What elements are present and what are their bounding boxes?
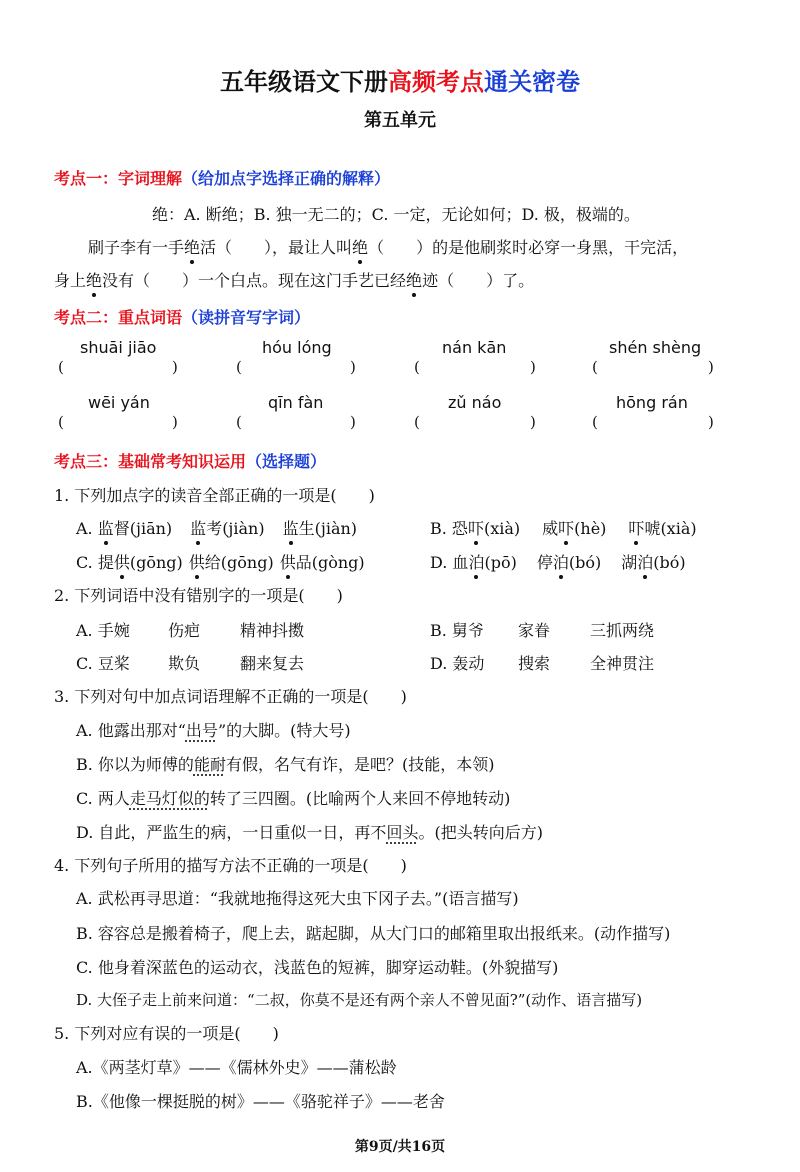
kp1-sentence-line-1 bbox=[88, 235, 688, 258]
dotted-word: 能耐 bbox=[193, 755, 226, 774]
text: (bó) bbox=[568, 553, 602, 572]
answer-box-open: ( bbox=[236, 413, 242, 431]
text: D. 血 bbox=[430, 553, 469, 572]
q5-option-a: A.《两茎灯草》——《儒林外史》——蒲松龄 bbox=[76, 1058, 397, 1077]
kp1-hint: （给加点字选择正确的解释） bbox=[182, 169, 391, 188]
dotted-char: 监 bbox=[98, 516, 114, 539]
text: 生(jiàn) bbox=[298, 519, 358, 538]
question-5-stem: 5. 下列对应有误的一项是( ) bbox=[54, 1024, 279, 1043]
q4-option-c: C. 他身着深蓝色的运动衣，浅蓝色的短裤，脚穿运动鞋。(外貌描写) bbox=[76, 958, 559, 977]
text: 停 bbox=[536, 553, 553, 572]
dotted-char: 吓 bbox=[628, 516, 644, 539]
q2-option-b-1: B. 舅爷 bbox=[430, 621, 484, 640]
text: 。(把头转向后方) bbox=[418, 823, 543, 842]
q4-option-b: B. 容容总是搬着椅子，爬上去，踮起脚，从大门口的邮箱里取出报纸来。(动作描写) bbox=[76, 924, 671, 943]
question-4-stem: 4. 下列句子所用的描写方法不正确的一项是( ) bbox=[54, 856, 407, 875]
answer-box-open: ( bbox=[58, 358, 64, 376]
text: 刷子李有一手 bbox=[88, 238, 185, 257]
q2-option-a-2: 伤疤 bbox=[168, 621, 201, 640]
text: 身上 bbox=[54, 271, 87, 290]
q2-option-d-2: 搜索 bbox=[518, 654, 551, 673]
answer-box-close: ) bbox=[708, 358, 714, 376]
text: 品(gòng) bbox=[295, 553, 365, 572]
q2-option-c-3: 翻来复去 bbox=[240, 654, 305, 673]
pinyin-2: hóu lóng bbox=[262, 338, 332, 357]
kp3-title: 考点三：基础常考知识运用 bbox=[54, 452, 247, 471]
text: (hè) bbox=[574, 519, 607, 538]
kp2-heading bbox=[54, 305, 310, 328]
text: 转了三四圈。(比喻两个人来回不停地转动) bbox=[209, 789, 511, 808]
dotted-char: 监 bbox=[190, 516, 206, 539]
q2-option-c-1: C. 豆桨 bbox=[76, 654, 130, 673]
dotted-char: 监 bbox=[283, 516, 299, 539]
q2-option-d-1: D. 轰动 bbox=[430, 654, 485, 673]
unit-subtitle: 第五单元 bbox=[364, 110, 436, 131]
answer-box-close: ) bbox=[708, 413, 714, 431]
q2-option-a-3: 精神抖擞 bbox=[240, 621, 305, 640]
dotted-char: 绝 bbox=[86, 268, 102, 291]
answer-box-close: ) bbox=[530, 413, 536, 431]
text: ”的大脚。(特大号) bbox=[217, 721, 351, 740]
text: C. 提 bbox=[76, 553, 114, 572]
kp3-hint: （选择题） bbox=[246, 452, 327, 471]
answer-box-open: ( bbox=[236, 358, 242, 376]
answer-box-open: ( bbox=[414, 358, 420, 376]
answer-box-close: ) bbox=[350, 358, 356, 376]
title-part-2: 高频考点 bbox=[388, 67, 484, 96]
text: A. bbox=[76, 519, 98, 538]
question-1-stem: 1. 下列加点字的读音全部正确的一项是( ) bbox=[54, 486, 375, 505]
pinyin-4: shén shèng bbox=[609, 338, 702, 357]
answer-box-open: ( bbox=[58, 413, 64, 431]
dotted-char: 绝 bbox=[352, 235, 368, 258]
dotted-word: 出号 bbox=[185, 721, 218, 740]
q3-option-c bbox=[76, 786, 510, 809]
dotted-word: 走马灯似的 bbox=[129, 789, 210, 808]
kp2-title: 考点二：重点词语 bbox=[54, 308, 183, 327]
text: 督(jiān) bbox=[113, 519, 173, 538]
dotted-char: 绝 bbox=[184, 235, 200, 258]
kp3-heading bbox=[54, 449, 326, 472]
dotted-char: 泊 bbox=[468, 550, 484, 573]
q2-option-a-1: A. 手婉 bbox=[76, 621, 130, 640]
q2-option-b-2: 家眷 bbox=[518, 621, 551, 640]
dotted-char: 泊 bbox=[553, 550, 569, 573]
page-title bbox=[0, 62, 800, 97]
question-3-stem: 3. 下列对句中加点词语理解不正确的一项是( ) bbox=[54, 687, 407, 706]
text: 威 bbox=[542, 519, 559, 538]
q2-option-c-2: 欺负 bbox=[168, 654, 201, 673]
q1-option-c bbox=[76, 550, 365, 573]
text: （ ）的是他刷浆时必穿一身黑，干完活， bbox=[368, 238, 689, 257]
kp1-definition: 绝：A. 断绝；B. 独一无二的；C. 一定，无论如何；D. 极，极端的。 bbox=[152, 205, 640, 224]
q2-option-b-3: 三抓两绕 bbox=[590, 621, 655, 640]
text: (xià) bbox=[483, 519, 521, 538]
q5-option-b: B.《他像一棵挺脱的树》——《骆驼祥子》——老舍 bbox=[76, 1092, 445, 1111]
dotted-char: 供 bbox=[189, 550, 205, 573]
pinyin-6: qīn fàn bbox=[268, 393, 324, 412]
text: A. 他露出那对“ bbox=[76, 721, 186, 740]
dotted-word: 回头 bbox=[386, 823, 419, 842]
dotted-char: 吓 bbox=[468, 516, 484, 539]
dotted-char: 供 bbox=[280, 550, 296, 573]
dotted-char: 吓 bbox=[558, 516, 574, 539]
kp1-heading bbox=[54, 166, 390, 189]
q1-option-a bbox=[76, 516, 357, 539]
text: 有假，名气有诈，是吧？(技能，本领) bbox=[225, 755, 495, 774]
answer-box-open: ( bbox=[592, 358, 598, 376]
kp2-hint: （读拼音写字词） bbox=[182, 308, 311, 327]
q4-option-d: D. 大侄子走上前来问道：“二叔，你莫不是还有两个亲人不曾见面?”(动作、语言描写) bbox=[76, 991, 643, 1009]
text: 考(jiàn) bbox=[206, 519, 265, 538]
text: (bó) bbox=[653, 553, 686, 572]
text: D. 自此，严监生的病，一日重似一日，再不 bbox=[76, 823, 387, 842]
pinyin-5: wēi yán bbox=[88, 393, 150, 412]
kp1-sentence-line-2 bbox=[54, 268, 534, 291]
q3-option-d bbox=[76, 820, 543, 843]
text: 给(gōng) bbox=[204, 553, 274, 572]
dotted-char: 泊 bbox=[637, 550, 653, 573]
text: 唬(xià) bbox=[644, 519, 697, 538]
q2-option-d-3: 全神贯注 bbox=[590, 654, 655, 673]
answer-box-close: ) bbox=[530, 358, 536, 376]
question-2-stem: 2. 下列词语中没有错别字的一项是( ) bbox=[54, 586, 343, 605]
answer-box-open: ( bbox=[414, 413, 420, 431]
title-part-3: 通关密卷 bbox=[484, 67, 580, 96]
q1-option-b bbox=[430, 516, 697, 539]
dotted-char: 绝 bbox=[406, 268, 422, 291]
pinyin-7: zǔ náo bbox=[448, 393, 502, 412]
text: 活（ ），最让人叫 bbox=[200, 238, 353, 257]
q1-option-d bbox=[430, 550, 686, 573]
text: (pō) bbox=[484, 553, 517, 572]
pinyin-8: hōng rán bbox=[616, 393, 688, 412]
answer-box-open: ( bbox=[592, 413, 598, 431]
text: (gōng) bbox=[129, 553, 183, 572]
text: C. 两人 bbox=[76, 789, 130, 808]
pinyin-3: nán kān bbox=[442, 338, 507, 357]
kp1-title: 考点一：字词理解 bbox=[54, 169, 183, 188]
text: 没有（ ）一个白点。现在这门手艺已经 bbox=[102, 271, 407, 290]
title-part-1: 五年级语文下册 bbox=[220, 67, 388, 96]
q3-option-b bbox=[76, 752, 494, 775]
text: 湖 bbox=[621, 553, 638, 572]
answer-box-close: ) bbox=[350, 413, 356, 431]
q3-option-a bbox=[76, 718, 351, 741]
text: 迹（ ）了。 bbox=[422, 271, 535, 290]
answer-box-close: ) bbox=[172, 358, 178, 376]
dotted-char: 供 bbox=[114, 550, 130, 573]
answer-box-close: ) bbox=[172, 413, 178, 431]
text: B. 恐 bbox=[430, 519, 468, 538]
q4-option-a: A. 武松再寻思道：“我就地拖得这死大虫下冈子去。”(语言描写) bbox=[76, 889, 519, 908]
pinyin-1: shuāi jiāo bbox=[80, 338, 157, 357]
page-number: 第9页/共16页 bbox=[354, 1139, 446, 1155]
text: B. 你以为师傅的 bbox=[76, 755, 194, 774]
